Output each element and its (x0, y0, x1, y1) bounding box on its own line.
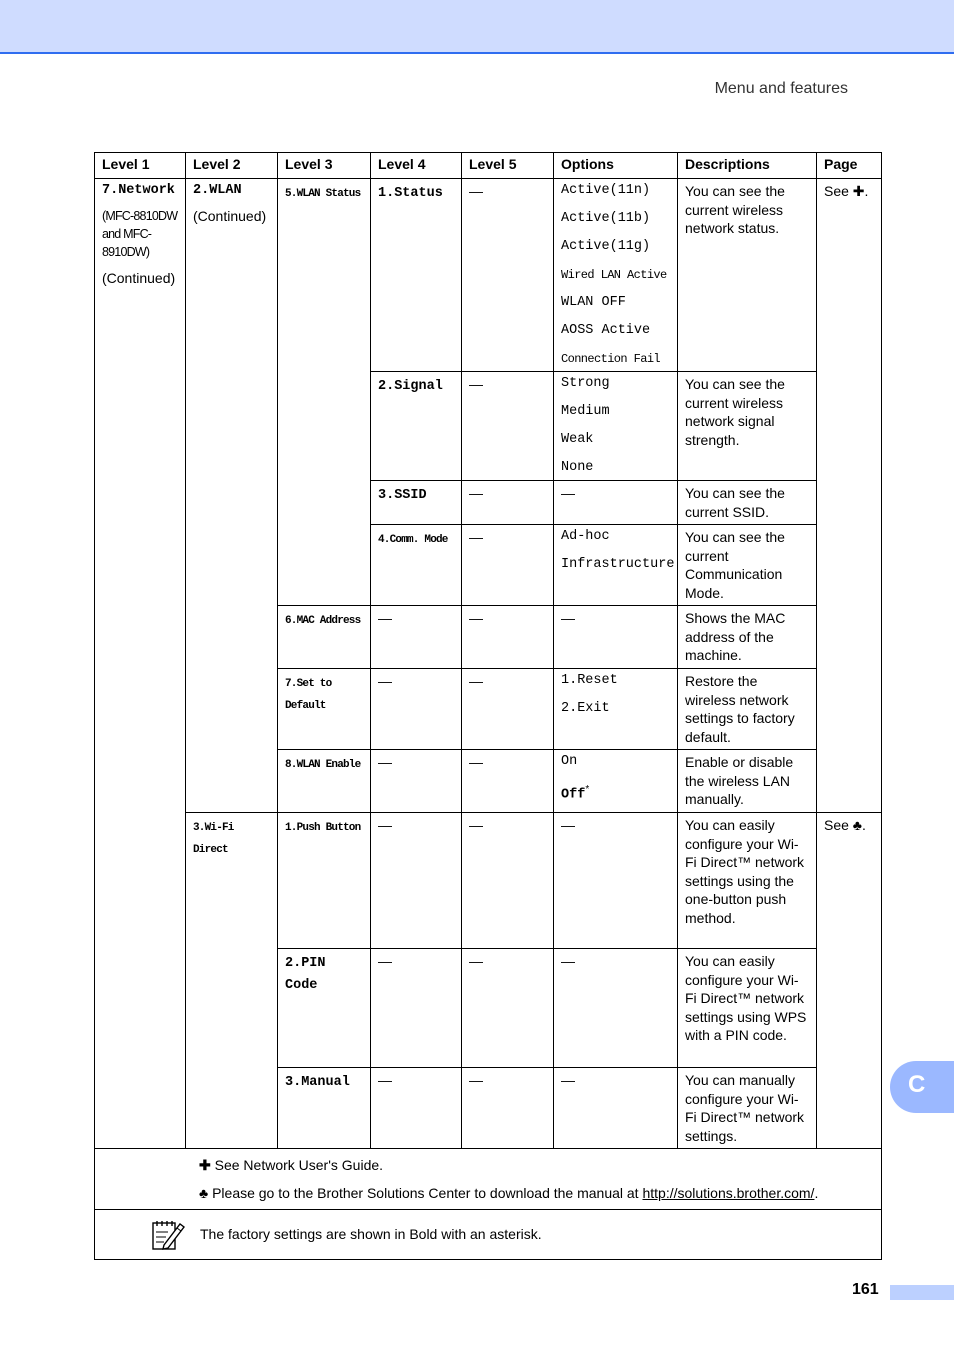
option-item: Medium (561, 404, 610, 419)
level3-pin-code: 2.PIN Code (285, 956, 326, 993)
description-cell (678, 1068, 817, 1149)
level3-wlan-status: 5.WLAN Status (285, 188, 361, 200)
header-level5: Level 5 (462, 153, 554, 179)
description-cell (678, 372, 817, 481)
level4-cell (371, 525, 462, 606)
page-cell (817, 179, 882, 813)
table-header-row (95, 153, 882, 179)
level5-cell (462, 606, 554, 669)
level3-manual: 3.Manual (285, 1075, 350, 1090)
level1-name: 7.Network (102, 183, 175, 198)
level4-cell (371, 481, 462, 525)
description-text: You can see the current SSID. (685, 485, 785, 520)
solutions-center-link[interactable]: http://solutions.brother.com/ (642, 1185, 815, 1201)
level5-dash: — (469, 673, 483, 689)
options-cell (554, 481, 678, 525)
option-dash: — (561, 817, 575, 833)
header-level3: Level 3 (278, 153, 371, 179)
level4-signal: 2.Signal (378, 379, 443, 394)
footnotes (102, 1152, 874, 1206)
level5-dash: — (469, 529, 483, 545)
description-text: Restore the wireless network settings to factory default. (685, 673, 795, 745)
level4-cell (371, 372, 462, 481)
option-item: Strong (561, 376, 610, 391)
menu-table (94, 152, 882, 1260)
level3-cell (278, 669, 371, 750)
level5-cell (462, 525, 554, 606)
description-text: You can see the current wireless network signal strength. (685, 376, 785, 448)
options-cell (554, 813, 678, 949)
level5-dash: — (469, 183, 483, 199)
header-descriptions: Descriptions (678, 153, 817, 179)
level5-cell (462, 1068, 554, 1149)
options-cell (554, 525, 678, 606)
description-cell (678, 525, 817, 606)
header-level2: Level 2 (186, 153, 278, 179)
level4-ssid: 3.SSID (378, 488, 427, 503)
options-cell (554, 372, 678, 481)
note-cell (95, 1210, 882, 1260)
default-asterisk: * (585, 784, 590, 795)
option-off-default (561, 781, 670, 805)
header-level1: Level 1 (95, 153, 186, 179)
note-text: The factory settings are shown in Bold with an asterisk. (200, 1226, 542, 1242)
option-item: Infrastructure (561, 557, 675, 572)
level3-cell (278, 813, 371, 949)
level1-cell (95, 179, 186, 1149)
description-cell (678, 669, 817, 750)
footnote-plus-text: See Network User's Guide. (214, 1157, 384, 1173)
level2-wifi-direct: 3.Wi-Fi Direct (193, 822, 234, 856)
footnotes-row (95, 1149, 882, 1210)
description-text: Enable or disable the wireless LAN manually. (685, 754, 794, 807)
option-dash: — (561, 953, 575, 969)
level5-dash: — (469, 376, 483, 392)
level3-push-button: 1.Push Button (285, 822, 361, 834)
level1-continued: (Continued) (102, 269, 176, 286)
note-row (95, 1210, 882, 1260)
level1-models: (MFC-8810DW and MFC-8910DW) (102, 208, 178, 259)
footnote-club (199, 1184, 818, 1203)
level3-cell (278, 606, 371, 669)
chapter-tab (890, 1061, 954, 1113)
level2-wlan-continued: (Continued) (193, 207, 267, 224)
footnote-club-text: Please go to the Brother Solutions Center to download the manual at (212, 1185, 639, 1201)
description-text: Shows the MAC address of the machine. (685, 610, 786, 663)
level3-mac-address: 6.MAC Address (285, 615, 361, 627)
plus-icon: ✚ (199, 1157, 211, 1173)
description-text: You can easily configure your Wi-Fi Direct™ network settings using the one-button push method. (685, 817, 805, 926)
level2-wifi-cell (186, 813, 278, 1149)
level5-dash: — (469, 817, 483, 833)
level4-dash: — (378, 754, 392, 770)
top-banner (0, 0, 954, 54)
option-item: None (561, 460, 594, 475)
description-cell (678, 750, 817, 813)
level2-wlan-name: 2.WLAN (193, 183, 242, 198)
level3-cell (278, 750, 371, 813)
description-cell (678, 949, 817, 1068)
level5-cell (462, 669, 554, 750)
level5-dash: — (469, 610, 483, 626)
level5-dash: — (469, 485, 483, 501)
level4-dash: — (378, 953, 392, 969)
note (102, 1213, 874, 1256)
page-ref-plus: See ✚. (824, 183, 869, 199)
level4-cell (371, 813, 462, 949)
level5-dash: — (469, 754, 483, 770)
level4-dash: — (378, 610, 392, 626)
footnote-plus (199, 1156, 383, 1175)
level4-cell (371, 750, 462, 813)
option-item: Connection Fail (561, 352, 661, 366)
option-dash: — (561, 485, 575, 501)
options-cell (554, 1068, 678, 1149)
level3-wlan-enable: 8.WLAN Enable (285, 759, 361, 771)
page-number: 161 (852, 1281, 879, 1298)
footnote-club-end: . (814, 1185, 819, 1201)
level5-cell (462, 949, 554, 1068)
option-dash: — (561, 610, 575, 626)
level5-cell (462, 481, 554, 525)
level5-cell (462, 813, 554, 949)
section-title: Menu and features (714, 80, 848, 97)
option-dash: — (561, 1072, 575, 1088)
option-item: Active(11b) (561, 211, 651, 226)
level3-wlan-status-cell (278, 179, 371, 606)
option-item: 1.Reset (561, 673, 618, 688)
option-item: 2.Exit (561, 701, 610, 716)
level4-dash: — (378, 1072, 392, 1088)
club-icon: ♣ (199, 1185, 209, 1201)
option-item: AOSS Active (561, 323, 651, 338)
options-cell (554, 669, 678, 750)
level5-dash: — (469, 953, 483, 969)
options-cell (554, 750, 678, 813)
level4-cell (371, 669, 462, 750)
level4-cell (371, 179, 462, 372)
page-ref-club: See ♣. (824, 817, 866, 833)
page-cell (817, 813, 882, 1149)
header-level4: Level 4 (371, 153, 462, 179)
table-row (95, 813, 882, 949)
option-item: Weak (561, 432, 594, 447)
level5-dash: — (469, 1072, 483, 1088)
level5-cell (462, 179, 554, 372)
level4-cell (371, 949, 462, 1068)
option-item: WLAN OFF (561, 295, 626, 310)
header-options: Options (554, 153, 678, 179)
level5-cell (462, 372, 554, 481)
level4-dash: — (378, 817, 392, 833)
description-cell (678, 179, 817, 372)
table-row (95, 179, 882, 372)
description-text: You can see the current wireless network status. (685, 183, 785, 236)
level3-cell (278, 1068, 371, 1149)
option-item: Active(11g) (561, 239, 651, 254)
description-text: You can see the current Communication Mode. (685, 529, 785, 601)
option-off: Off (561, 787, 586, 803)
header-page: Page (817, 153, 882, 179)
level3-set-to-default: 7.Set to Default (285, 678, 332, 712)
level5-cell (462, 750, 554, 813)
level4-cell (371, 606, 462, 669)
description-cell (678, 813, 817, 949)
options-cell (554, 949, 678, 1068)
option-item: Ad-hoc (561, 529, 610, 544)
level4-cell (371, 1068, 462, 1149)
option-item: Active(11n) (561, 183, 651, 198)
description-cell (678, 606, 817, 669)
page-number-bar (890, 1285, 954, 1300)
level4-dash: — (378, 673, 392, 689)
note-pencil-icon (150, 1218, 186, 1252)
options-cell (554, 179, 678, 372)
footnotes-cell (95, 1149, 882, 1210)
option-item: Wired LAN Active (561, 268, 667, 282)
level2-wlan-cell (186, 179, 278, 813)
description-cell (678, 481, 817, 525)
description-text: You can easily configure your Wi-Fi Direct™ network settings using WPS with a PIN code. (685, 953, 807, 1043)
level3-cell (278, 949, 371, 1068)
option-on: On (561, 754, 578, 769)
level4-status: 1.Status (378, 186, 443, 201)
options-cell (554, 606, 678, 669)
level4-comm-mode: 4.Comm. Mode (378, 534, 448, 546)
description-text: You can manually configure your Wi-Fi Direct™ network settings. (685, 1072, 805, 1144)
chapter-tab-letter: C (908, 1071, 926, 1098)
